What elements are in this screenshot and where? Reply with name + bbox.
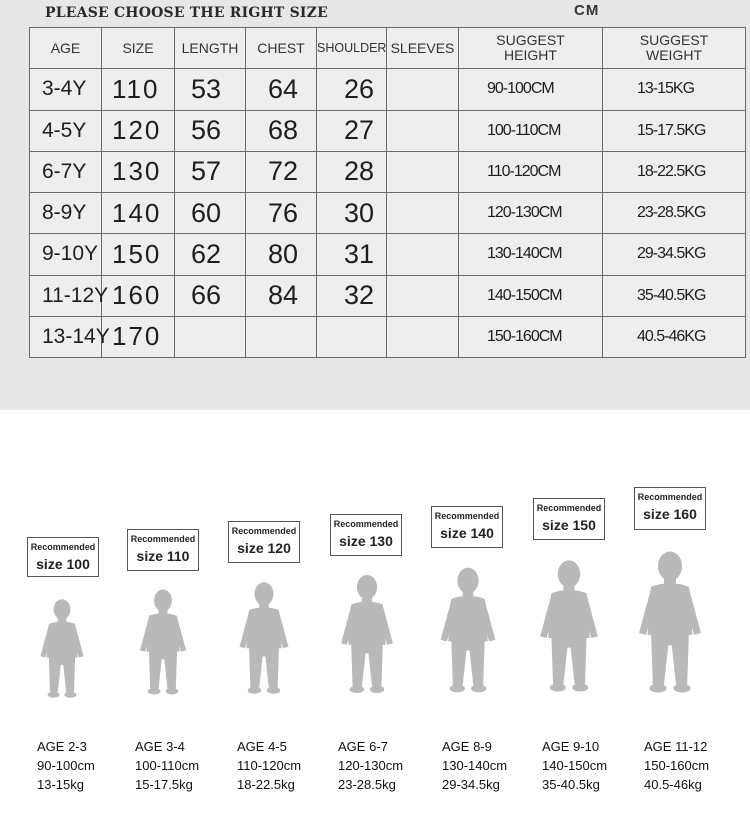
kid-info <box>237 737 301 794</box>
cell-weight: 18-22.5KG <box>603 151 746 192</box>
kid-age: AGE 11-12 <box>644 739 708 754</box>
cell-sleeves <box>387 234 459 275</box>
kid-age: AGE 6-7 <box>338 739 388 754</box>
table-row <box>30 151 746 192</box>
kid-height: 110-120cm <box>237 758 302 773</box>
recommended-size-box <box>330 514 402 556</box>
kid-weight: 15-17.5kg <box>135 777 193 792</box>
cell-chest: 76 <box>246 193 317 234</box>
cell-age: 6-7Y <box>30 151 102 192</box>
cell-size: 130 <box>102 151 175 192</box>
cell-size: 110 <box>102 69 175 110</box>
cell-length <box>175 316 246 357</box>
kid-info <box>442 737 507 794</box>
child-silhouette-icon <box>131 583 195 701</box>
kid-info <box>542 737 607 794</box>
cell-length: 53 <box>175 69 246 110</box>
recommended-size-box <box>127 529 199 571</box>
kid-height: 150-160cm <box>644 758 710 773</box>
recommended-size-box <box>431 506 503 548</box>
cell-chest: 64 <box>246 69 317 110</box>
recommended-label: Recommended <box>536 503 602 513</box>
chart-title: PLEASE CHOOSE THE RIGHT SIZE <box>45 5 328 21</box>
cell-shoulder: 30 <box>317 193 387 234</box>
recommended-size-box <box>533 498 605 540</box>
cell-sleeves <box>387 193 459 234</box>
recommended-size: size 100 <box>36 556 90 572</box>
header-length: LENGTH <box>175 28 246 69</box>
cell-age: 11-12Y <box>30 275 102 316</box>
table-row <box>30 69 746 110</box>
cell-age: 4-5Y <box>30 110 102 151</box>
cell-sleeves <box>387 110 459 151</box>
header-suggest-weight <box>603 28 746 69</box>
header-sleeves: SLEEVES <box>387 28 459 69</box>
cell-shoulder: 28 <box>317 151 387 192</box>
header-size: SIZE <box>102 28 175 69</box>
recommended-label: Recommended <box>434 511 500 521</box>
cell-length: 62 <box>175 234 246 275</box>
cell-chest <box>246 316 317 357</box>
cell-weight: 13-15KG <box>603 69 746 110</box>
recommended-size-box <box>634 487 706 530</box>
header-suggest-height-text: SUGGEST HEIGHT <box>496 32 565 64</box>
recommended-label: Recommended <box>130 534 196 544</box>
cell-shoulder: 31 <box>317 234 387 275</box>
cell-age: 8-9Y <box>30 193 102 234</box>
recommended-size-box <box>228 521 300 563</box>
cell-chest: 72 <box>246 151 317 192</box>
header-chest: CHEST <box>246 28 317 69</box>
kid-height: 140-150cm <box>542 758 608 773</box>
cell-age: 9-10Y <box>30 234 102 275</box>
recommended-size: size 110 <box>136 548 190 564</box>
recommended-size: size 120 <box>237 540 291 556</box>
table-row <box>30 275 746 316</box>
cell-length: 66 <box>175 275 246 316</box>
kid-weight: 40.5-46kg <box>644 777 702 792</box>
kid-info <box>135 737 199 794</box>
cell-shoulder: 27 <box>317 110 387 151</box>
cell-size: 160 <box>102 275 175 316</box>
cell-sleeves <box>387 151 459 192</box>
kid-age: AGE 4-5 <box>237 739 287 754</box>
recommended-label: Recommended <box>333 519 399 529</box>
recommended-size-box <box>27 537 99 577</box>
child-silhouette-icon <box>529 548 609 704</box>
child-silhouette-icon <box>32 597 92 700</box>
cell-shoulder: 32 <box>317 275 387 316</box>
kid-height: 90-100cm <box>37 758 95 773</box>
cell-height: 140-150CM <box>459 275 603 316</box>
recommended-label: Recommended <box>30 542 96 552</box>
kids-size-guide <box>0 410 750 823</box>
cell-shoulder: 26 <box>317 69 387 110</box>
cell-chest: 80 <box>246 234 317 275</box>
header-suggest-weight-text: SUGGEST WEIGHT <box>639 32 709 64</box>
kid-age: AGE 2-3 <box>37 739 87 754</box>
cell-size: 140 <box>102 193 175 234</box>
cell-height: 90-100CM <box>459 69 603 110</box>
kid-weight: 13-15kg <box>37 777 84 792</box>
recommended-label: Recommended <box>637 492 703 502</box>
header-shoulder: SHOULDER <box>317 28 387 69</box>
table-row <box>30 110 746 151</box>
cell-shoulder <box>317 316 387 357</box>
kid-age: AGE 3-4 <box>135 739 185 754</box>
kid-height: 100-110cm <box>135 758 200 773</box>
kid-info <box>338 737 403 794</box>
cell-weight: 35-40.5KG <box>603 275 746 316</box>
cell-height: 130-140CM <box>459 234 603 275</box>
cell-weight: 15-17.5KG <box>603 110 746 151</box>
kid-height: 120-130cm <box>338 758 404 773</box>
cell-length: 57 <box>175 151 246 192</box>
cell-age: 3-4Y <box>30 69 102 110</box>
kid-weight: 23-28.5kg <box>338 777 396 792</box>
size-table <box>29 27 746 358</box>
cell-height: 100-110CM <box>459 110 603 151</box>
recommended-size: size 150 <box>542 517 596 533</box>
recommended-size: size 130 <box>339 533 393 549</box>
child-silhouette-icon <box>230 574 298 702</box>
cell-sleeves <box>387 69 459 110</box>
cell-sleeves <box>387 275 459 316</box>
cell-height: 120-130CM <box>459 193 603 234</box>
kid-info <box>644 737 709 794</box>
cell-chest: 84 <box>246 275 317 316</box>
cell-weight: 23-28.5KG <box>603 193 746 234</box>
child-silhouette-icon <box>430 557 506 703</box>
table-row <box>30 193 746 234</box>
cell-length: 60 <box>175 193 246 234</box>
table-row <box>30 316 746 357</box>
unit-label: CM <box>574 2 600 19</box>
header-age: AGE <box>30 28 102 69</box>
cell-height: 150-160CM <box>459 316 603 357</box>
recommended-size: size 140 <box>440 525 494 541</box>
cell-size: 150 <box>102 234 175 275</box>
cell-weight: 40.5-46KG <box>603 316 746 357</box>
cell-age: 13-14Y <box>30 316 102 357</box>
table-row <box>30 234 746 275</box>
kid-age: AGE 9-10 <box>542 739 600 754</box>
cell-weight: 29-34.5KG <box>603 234 746 275</box>
recommended-label: Recommended <box>231 526 297 536</box>
kid-weight: 35-40.5kg <box>542 777 600 792</box>
header-suggest-height <box>459 28 603 69</box>
child-silhouette-icon <box>331 565 403 703</box>
kid-info <box>37 737 95 794</box>
kid-weight: 18-22.5kg <box>237 777 295 792</box>
table-header-row <box>30 28 746 69</box>
cell-length: 56 <box>175 110 246 151</box>
size-chart-panel <box>0 0 750 410</box>
cell-size: 170 <box>102 316 175 357</box>
recommended-size: size 160 <box>643 506 697 522</box>
cell-sleeves <box>387 316 459 357</box>
cell-size: 120 <box>102 110 175 151</box>
child-silhouette-icon <box>627 538 713 706</box>
kid-height: 130-140cm <box>442 758 508 773</box>
kid-weight: 29-34.5kg <box>442 777 500 792</box>
kid-age: AGE 8-9 <box>442 739 492 754</box>
cell-chest: 68 <box>246 110 317 151</box>
cell-height: 110-120CM <box>459 151 603 192</box>
